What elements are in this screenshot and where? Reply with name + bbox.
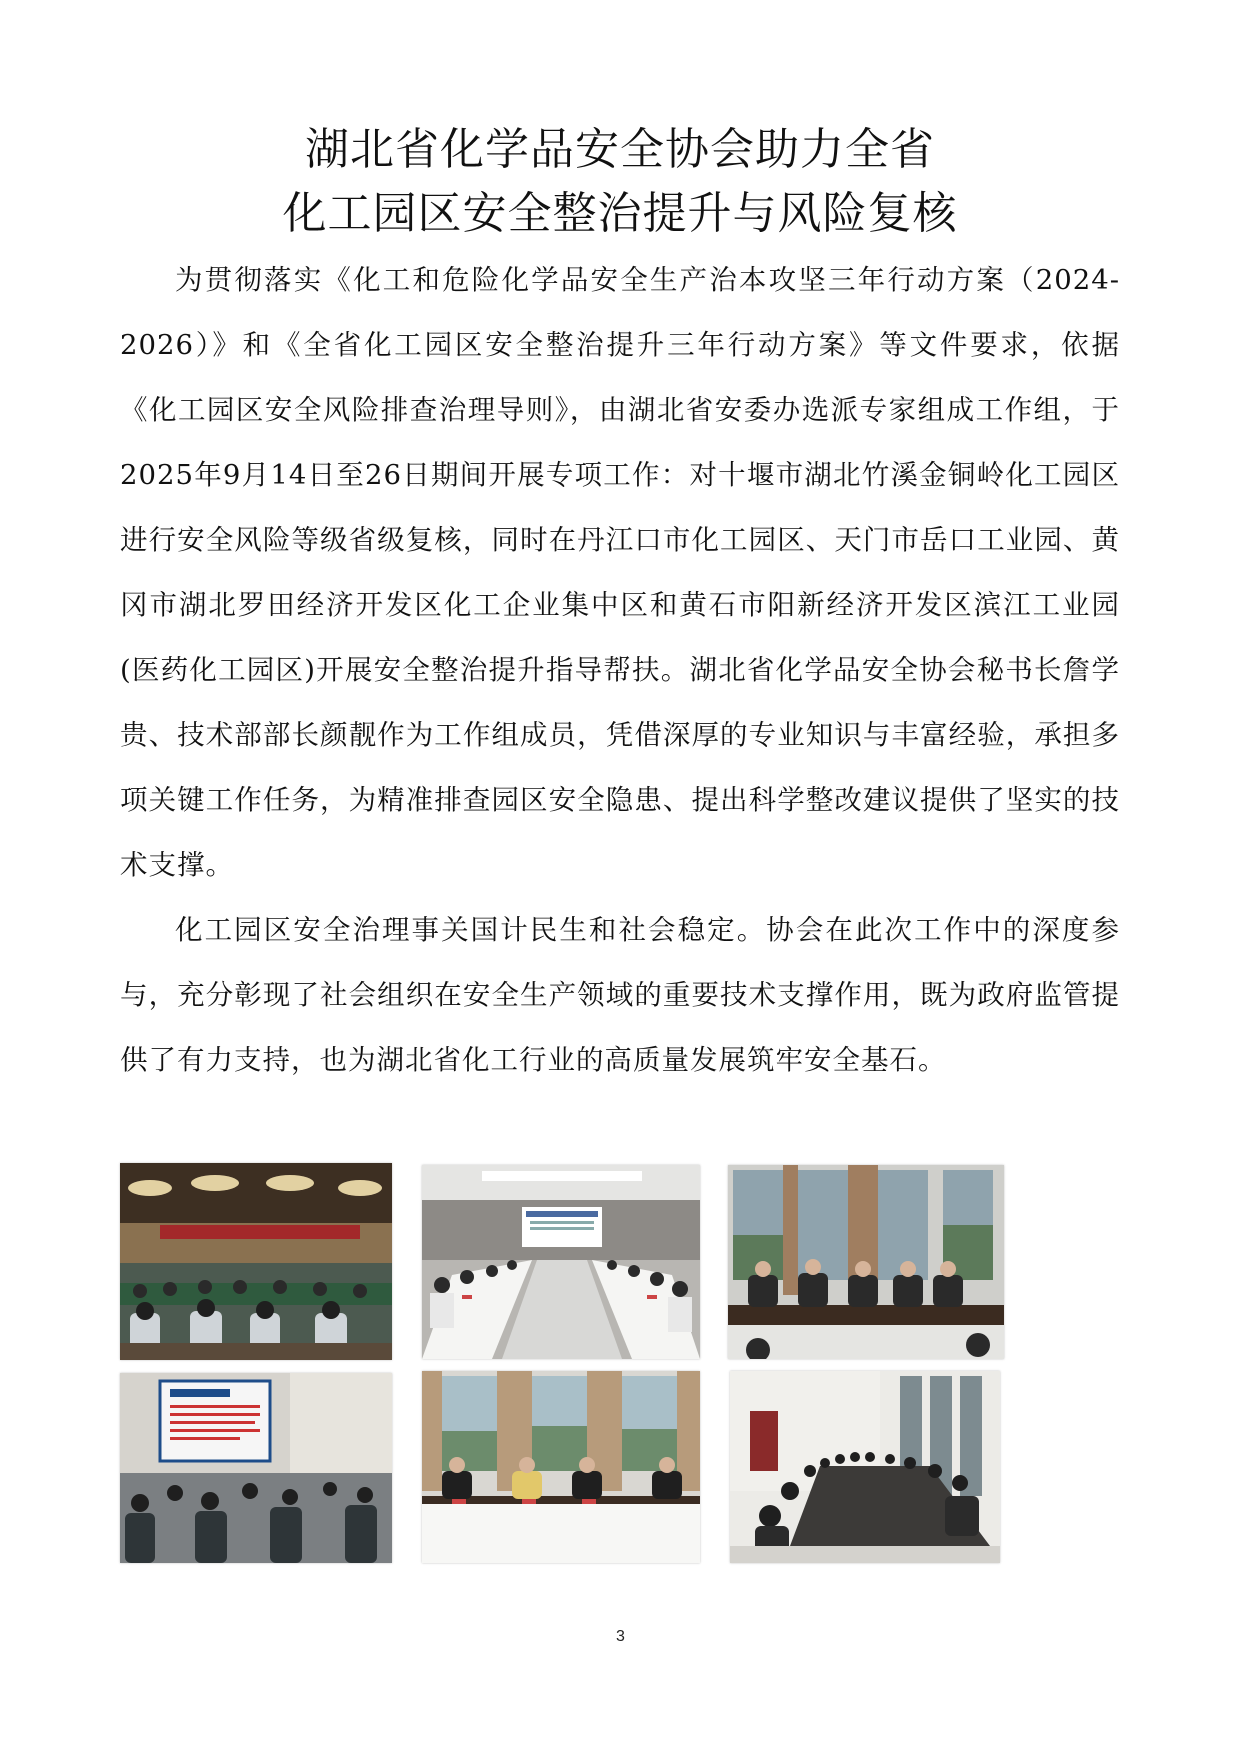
window-meeting-photo	[728, 1165, 1004, 1359]
title-line-1: 湖北省化学品安全协会助力全省	[305, 124, 935, 175]
curtain-meeting-photo	[422, 1371, 700, 1563]
article-title	[120, 118, 1120, 246]
article-body	[120, 248, 1120, 1093]
meeting-hall-photo	[120, 1163, 392, 1360]
photo-grid	[120, 1163, 1120, 1605]
long-table-meeting-photo	[730, 1371, 1000, 1563]
conference-table-photo	[422, 1165, 700, 1359]
title-line-2: 化工园区安全整治提升与风险复核	[282, 188, 958, 239]
presentation-screen-photo	[120, 1373, 392, 1563]
paragraph-2: 化工园区安全治理事关国计民生和社会稳定。协会在此次工作中的深度参与，充分彰现了社会组织在安全生产领域的重要技术支撑作用，既为政府监管提供了有力支持，也为湖北省化工行业的高质量发展筑牢安全基石。	[120, 914, 1120, 1076]
page-number: 3	[616, 1628, 625, 1645]
paragraph-1: 为贯彻落实《化工和危险化学品安全生产治本攻坚三年行动方案（2024-2026）》和《全省化工园区安全整治提升三年行动方案》等文件要求，依据《化工园区安全风险排查治理导则》，由湖北省安委办选派专家组成工作组，于2025年9月14日至26日期间开展专项工作：对十堰市湖北竹溪金铜岭化工园区进行安全风险等级省级复核，同时在丹江口市化工园区、天门市岳口工业园、黄冈市湖北罗田经济开发区化工企业集中区和黄石市阳新经济开发区滨江工业园(医药化工园区)开展安全整治提升指导帮扶。湖北省化学品安全协会秘书长詹学贵、技术部部长颜靓作为工作组成员，凭借深厚的专业知识与丰富经验，承担多项关键工作任务，为精准排查园区安全隐患、提出科学整改建议提供了坚实的技术支撑。	[120, 264, 1120, 881]
